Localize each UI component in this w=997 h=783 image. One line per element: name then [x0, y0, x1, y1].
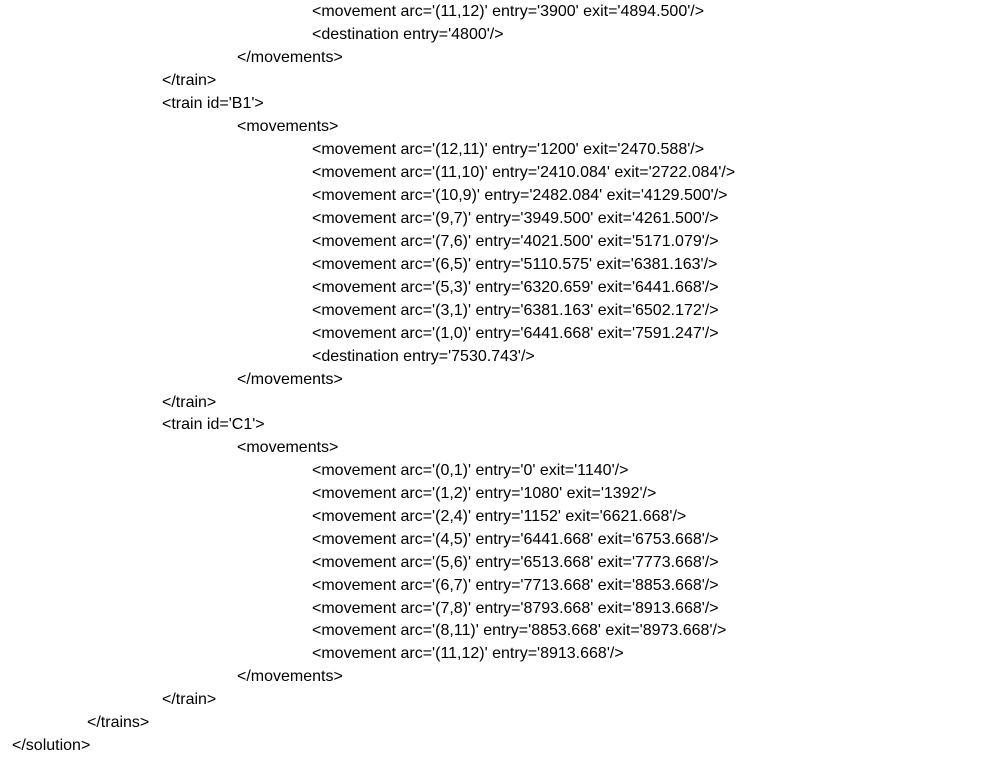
train-close-tag: </train>: [162, 691, 217, 708]
movement-line: <movement arc='(5,3)' entry='6320.659' exit='6441.668'/>: [312, 279, 719, 296]
movement-line: <movement arc='(1,2)' entry='1080' exit='1392'/>: [312, 485, 657, 502]
movement-line: <movement arc='(7,8)' entry='8793.668' exit='8913.668'/>: [312, 600, 719, 617]
movement-line: <movement arc='(11,12)' entry='3900' exit='4894.500'/>: [312, 3, 705, 20]
movement-line: <movement arc='(3,1)' entry='6381.163' exit='6502.172'/>: [312, 302, 719, 319]
destination-line: <destination entry='4800'/>: [312, 26, 504, 43]
train-close-tag: </train>: [162, 394, 217, 411]
movements-close-tag: </movements>: [237, 371, 343, 388]
movement-line: <movement arc='(10,9)' entry='2482.084' exit='4129.500'/>: [312, 187, 728, 204]
movement-line: <movement arc='(2,4)' entry='1152' exit='6621.668'/>: [312, 508, 687, 525]
destination-line: <destination entry='7530.743'/>: [312, 348, 535, 365]
movements-open-tag: <movements>: [237, 439, 339, 456]
movements-close-tag: </movements>: [237, 49, 343, 66]
movement-line: <movement arc='(11,12)' entry='8913.668'/>: [312, 645, 624, 662]
movement-line: <movement arc='(7,6)' entry='4021.500' exit='5171.079'/>: [312, 233, 719, 250]
solution-close-tag: </solution>: [12, 737, 91, 754]
movement-line: <movement arc='(9,7)' entry='3949.500' exit='4261.500'/>: [312, 210, 719, 227]
train-open-tag-c1: <train id='C1'>: [162, 416, 265, 433]
movements-open-tag: <movements>: [237, 118, 339, 135]
movement-line: <movement arc='(5,6)' entry='6513.668' exit='7773.668'/>: [312, 554, 719, 571]
movement-line: <movement arc='(12,11)' entry='1200' exit='2470.588'/>: [312, 141, 705, 158]
movements-close-tag: </movements>: [237, 668, 343, 685]
movement-line: <movement arc='(1,0)' entry='6441.668' exit='7591.247'/>: [312, 325, 719, 342]
movement-line: <movement arc='(0,1)' entry='0' exit='1140'/>: [312, 462, 629, 479]
train-open-tag-b1: <train id='B1'>: [162, 95, 264, 112]
train-close-tag: </train>: [162, 72, 217, 89]
movement-line: <movement arc='(6,7)' entry='7713.668' exit='8853.668'/>: [312, 577, 719, 594]
trains-close-tag: </trains>: [87, 714, 150, 731]
movement-line: <movement arc='(6,5)' entry='5110.575' exit='6381.163'/>: [312, 256, 718, 273]
movement-line: <movement arc='(4,5)' entry='6441.668' exit='6753.668'/>: [312, 531, 719, 548]
movement-line: <movement arc='(8,11)' entry='8853.668' exit='8973.668'/>: [312, 622, 727, 639]
movement-line: <movement arc='(11,10)' entry='2410.084' exit='2722.084'/>: [312, 164, 736, 181]
